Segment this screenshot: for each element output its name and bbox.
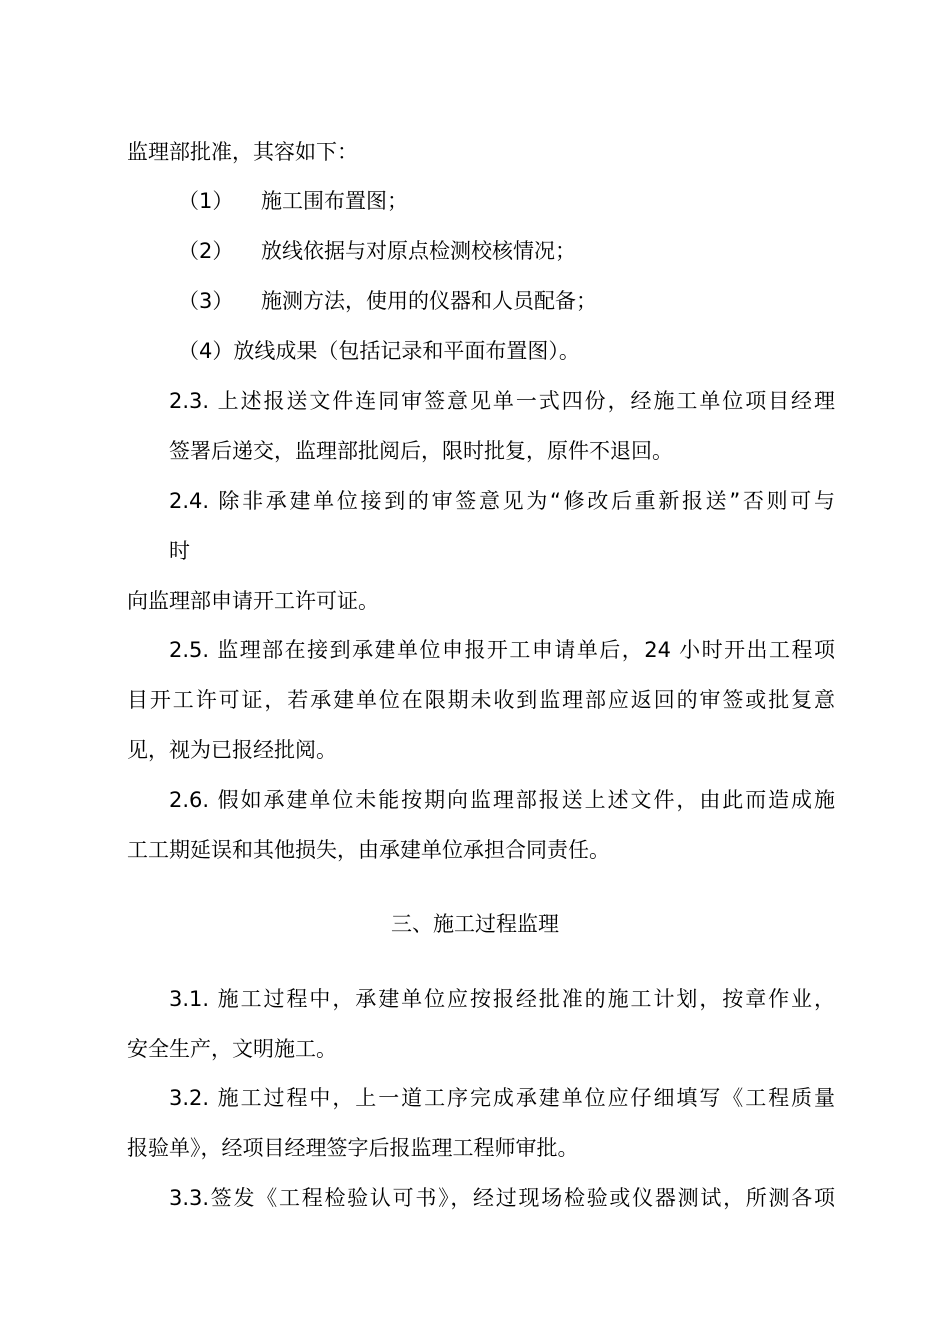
list-item-1-text: 施工围布置图；: [261, 189, 408, 213]
paragraph-2-6-line-1: 2.6. 假如承建单位未能按期向监理部报送上述文件，由此而造成施: [169, 788, 835, 812]
list-item-4: （4）放线成果（包括记录和平面布置图）。: [178, 339, 580, 363]
paragraph-2-5-line-3: 见，视为已报经批阅。: [127, 738, 337, 762]
paragraph-3-2-line-1: 3.2. 施工过程中，上一道工序完成承建单位应仔细填写《工程质量: [169, 1086, 835, 1110]
section-3-heading: 三、施工过程监理: [391, 912, 559, 936]
paragraph-3-3-line-1: 3.3.签发《工程检验认可书》，经过现场检验或仪器测试，所测各项: [169, 1186, 835, 1210]
intro-line: 监理部批准，其容如下：: [127, 140, 358, 164]
list-item-3-text: 施测方法，使用的仪器和人员配备；: [261, 289, 597, 313]
list-item-1-number: （1）: [178, 189, 234, 213]
paragraph-3-1-line-2: 安全生产，文明施工。: [127, 1037, 337, 1061]
paragraph-2-4-line-2: 时: [169, 539, 190, 563]
paragraph-2-3-line-1: 2.3. 上述报送文件连同审签意见单一式四份，经施工单位项目经理: [169, 389, 835, 413]
paragraph-2-4-line-3: 向监理部申请开工许可证。: [127, 589, 379, 613]
list-item-2-number: （2）: [178, 239, 234, 263]
paragraph-3-2-line-2: 报验单》，经项目经理签字后报监理工程师审批。: [127, 1136, 579, 1160]
paragraph-2-4-line-1: 2.4. 除非承建单位接到的审签意见为“修改后重新报送”否则可与: [169, 489, 835, 513]
paragraph-2-3-line-2: 签署后递交，监理部批阅后，限时批复，原件不退回。: [169, 439, 673, 463]
paragraph-2-5-line-2: 目开工许可证，若承建单位在限期未收到监理部应返回的审签或批复意: [127, 688, 835, 712]
list-item-2-text: 放线依据与对原点检测校核情况；: [261, 239, 576, 263]
paragraph-2-5-line-1: 2.5. 监理部在接到承建单位申报开工申请单后，24 小时开出工程项: [169, 638, 835, 662]
paragraph-2-6-line-2: 工工期延误和其他损失，由承建单位承担合同责任。: [127, 838, 610, 862]
paragraph-3-1-line-1: 3.1. 施工过程中，承建单位应按报经批准的施工计划，按章作业，: [169, 987, 835, 1011]
list-item-3-number: （3）: [178, 289, 234, 313]
